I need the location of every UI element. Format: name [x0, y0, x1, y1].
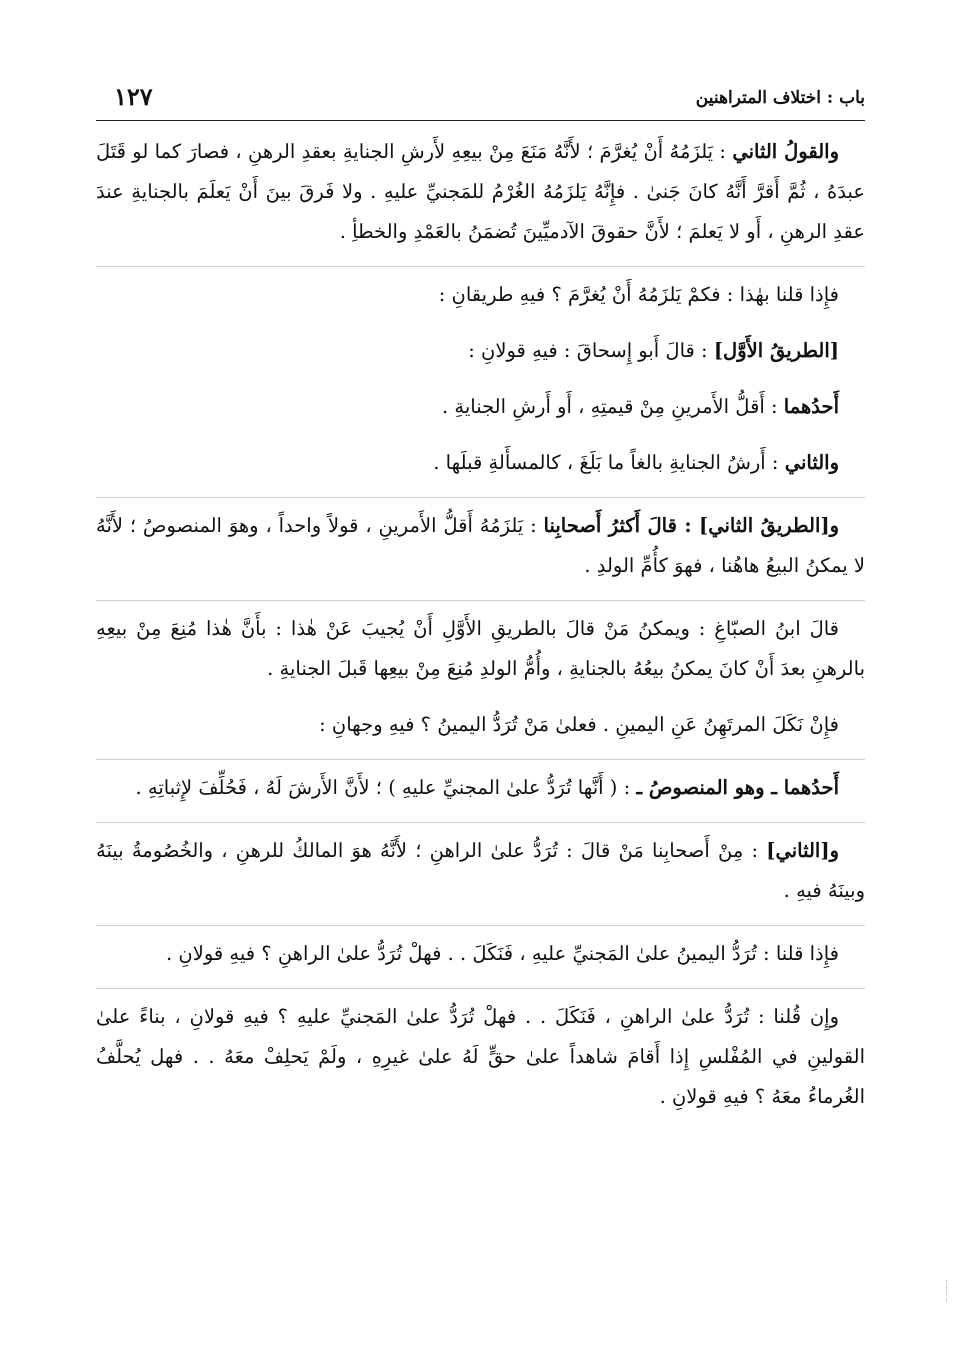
paragraph-text: : يَلزَمُهُ أَنْ يُغرَّمَ ؛ لأَنَّهُ مَنَعَ مِنْ بيعِهِ لأَرشِ الجنايةِ بعقدِ الرهنِ ، فصارَ كما لو قَتَلَ عبدَهُ ، ثُمَّ أَقرَّ أَنَّهُ كانَ جَنىٰ . فإِنَّهُ يَلزَمُهُ الغُرْمُ للمَجنيِّ عليهِ . ولا فَرقَ بينَ أَنْ يَعلَمَ بالجنايةِ عندَ عقدِ الرهنِ ، أَو لا يَعلمَ ؛ لأَنَّ حقوقَ الآدميِّينَ تُضمَنُ بالعَمْدِ والخطأِ .: [96, 140, 865, 243]
paragraph-text: : أَرشُ الجنايةِ بالغاً ما بَلَغَ ، كالمسأَلةِ قبلَها .: [433, 451, 785, 474]
paragraph-text: : قالَ أَبو إِسحاقَ : فيهِ قولانِ :: [468, 339, 714, 362]
paragraph: [96, 441, 865, 483]
paragraph: [96, 925, 865, 974]
paragraph-lead: أَحدُهما ـ وهو المنصوصُ ـ: [636, 776, 839, 799]
paragraph: [96, 703, 865, 745]
paragraph-text: فإِذا قلنا بهٰذا : فكمْ يَلزَمُهُ أَنْ يُغرَّمَ ؟ فيهِ طريقانِ :: [438, 283, 839, 306]
paragraph-text: : ( أَنَّها تُرَدُّ علىٰ المجنيِّ عليهِ ) ؛ لأَنَّ الأَرشَ لَهُ ، فَحُلِّفَ لإِثباتِهِ .: [135, 776, 637, 799]
paragraph-lead: والثاني: [784, 451, 839, 474]
paragraph: [96, 497, 865, 586]
paragraph-lead: والقولُ الثاني: [732, 140, 839, 163]
paragraph-text: : يَلزَمُهُ أَقلُّ الأَمرينِ ، قولاً واحداً ، وهوَ المنصوصُ ؛ لأَنَّهُ لا يمكنُ البيعُ هاهُنا ، فهوَ كأُمِّ الولدِ .: [96, 514, 865, 577]
paragraph: [96, 266, 865, 315]
paragraph: [96, 988, 865, 1117]
paragraph-lead: [الطريقُ الأَوَّل]: [713, 339, 839, 362]
running-header: [96, 80, 865, 121]
paragraph: [96, 130, 865, 252]
paragraph: [96, 759, 865, 808]
paragraph-text: : مِنْ أَصحابِنا مَنْ قالَ : تُرَدُّ علىٰ الراهنِ ؛ لأَنَّهُ هوَ المالكُ للرهنِ ، والخُصُومةُ بينَهُ وبينَهُ فيهِ .: [96, 839, 865, 902]
page-number: ١٢٧: [114, 82, 153, 111]
paragraph-text: قالَ ابنُ الصبّاغِ : ويمكنُ مَنْ قالَ بالطريقِ الأَوَّلِ أَنْ يُجيبَ عَنْ هٰذا : بأَنَّ هٰذا مُنِعَ مِنْ بيعِهِ بالرهنِ بعدَ أَنْ كانَ يمكنُ بيعُهُ بالجنايةِ ، وأُمُّ الولدِ مُنِعَ مِنْ بيعِها قَبلَ الجنايةِ .: [96, 617, 865, 680]
paragraph-lead: و[الطريقُ الثاني] : قالَ أَكثرُ أَصحابِنا: [543, 514, 839, 537]
paragraph-text: فإِنْ نَكَلَ المرتَهِنُ عَنِ اليمينِ . فعلىٰ مَنْ تُرَدُّ اليمينُ ؟ فيهِ وجهانِ :: [319, 713, 839, 736]
paragraph-lead: أَحدُهما: [783, 395, 839, 418]
paragraph-text: فإِذا قلنا : تُرَدُّ اليمينُ علىٰ المَجنيِّ عليهِ ، فَنَكَلَ . . فهلْ تُرَدُّ علىٰ الراهنِ ؟ فيهِ قولانِ .: [166, 942, 839, 965]
paragraph-lead: و[الثاني]: [766, 839, 839, 862]
chapter-title: باب : اختلاف المتراهنين: [695, 88, 865, 108]
paragraph: [96, 822, 865, 911]
paragraph-text: وإِن قُلنا : تُرَدُّ علىٰ الراهنِ ، فَنَكَلَ . . فهلْ تُرَدُّ علىٰ المَجنيِّ عليهِ ؟ فيهِ قولانِ ، بناءً علىٰ القولينِ في المُفْلسِ إِذا أَقامَ شاهداً علىٰ حقٍّ لَهُ علىٰ غيرِهِ ، ولَمْ يَحلِفْ معَهُ . . فهل يُحلَّفُ الغُرماءُ معَهُ ؟ فيهِ قولانِ .: [96, 1005, 865, 1108]
page-body: [96, 130, 865, 1131]
scan-edge-mark: [946, 1280, 953, 1302]
paragraph: [96, 385, 865, 427]
paragraph: [96, 329, 865, 371]
paragraph-text: : أَقلُّ الأَمرينِ مِنْ قيمتِهِ ، أَو أَرشِ الجنايةِ .: [441, 395, 784, 418]
paragraph: [96, 600, 865, 689]
